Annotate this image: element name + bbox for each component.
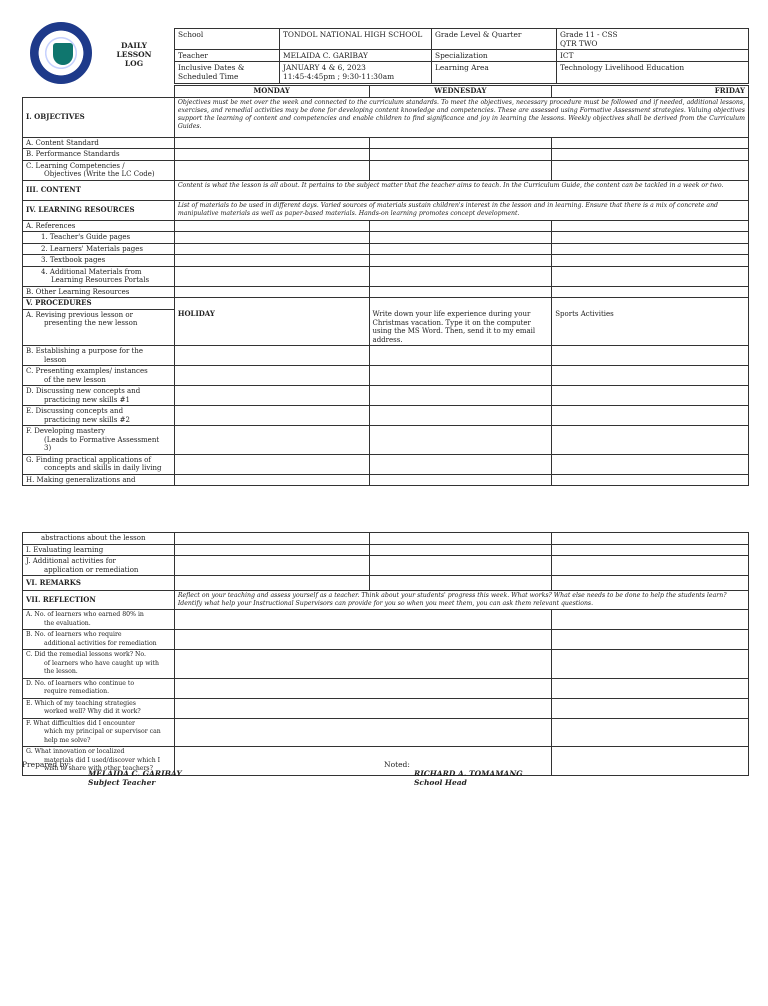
reflection-e-label: E. Which of my teaching strategies worked well? Why did it work?	[23, 698, 175, 718]
content-heading: III. CONTENT	[23, 180, 175, 200]
remarks-heading: VI. REMARKS	[23, 576, 175, 591]
header-info-table	[174, 28, 749, 84]
school-value: TONDOL NATIONAL HIGH SCHOOL	[280, 29, 432, 50]
learning-competencies-label: C. Learning Competencies / Objectives (Write the LC Code)	[23, 160, 175, 180]
specialization-label: Specialization	[432, 50, 557, 62]
content-standard-label: A. Content Standard	[23, 137, 175, 149]
monday-activity: HOLIDAY	[174, 309, 369, 346]
learning-resources-note: List of materials to be used in different days. Varied sources of materials sustain children's interest in the lesson and in learning. Ensure that there is a mix of concrete and manipulative materials as well as paper-based materials. Hands-on learning promotes concept development.	[174, 200, 748, 220]
noted-by-name: RICHARD A. TOMAMANG	[414, 769, 523, 778]
dates-label: Inclusive Dates & Scheduled Time	[175, 62, 280, 84]
specialization-value: ICT	[557, 50, 749, 62]
teacher-value: MELAIDA C. GARIBAY	[280, 50, 432, 62]
deped-seal-logo	[30, 22, 92, 84]
prepared-by-name: MELAIDA C. GARIBAY	[88, 769, 182, 778]
textbook-pages-label: 3. Textbook pages	[23, 255, 175, 267]
reflection-note: Reflect on your teaching and assess yourself as a teacher. Think about your students' progress this week. What works? What else needs to be done to help the students learn? Identify what help your Instructional Supervisors can provide for you so when you meet them, you can ask them relevant questions.	[174, 591, 748, 610]
procedure-g-label: G. Finding practical applications of concepts and skills in daily living	[23, 454, 175, 474]
other-resources-label: B. Other Learning Resources	[23, 286, 175, 298]
friday-activity: Sports Activities	[552, 309, 749, 346]
noted-label: Noted:	[384, 760, 410, 769]
procedure-h-continued: abstractions about the lesson	[23, 533, 175, 545]
reflection-a-label: A. No. of learners who earned 80% in the evaluation.	[23, 610, 175, 630]
prepared-by-label: Prepared by:	[22, 760, 72, 769]
reflection-heading: VII. REFLECTION	[23, 591, 175, 610]
grade-label: Grade Level & Quarter	[432, 29, 557, 50]
procedure-e-label: E. Discussing concepts and practicing new skills #2	[23, 406, 175, 426]
prepared-by-title: Subject Teacher	[88, 778, 156, 787]
reflection-c-label: C. Did the remedial lessons work? No. of learners who have caught up with the lesson.	[23, 650, 175, 679]
procedures-heading: V. PROCEDURES	[23, 298, 175, 310]
day-monday: MONDAY	[174, 86, 369, 98]
day-friday: FRIDAY	[552, 86, 749, 98]
learners-materials-label: 2. Learners' Materials pages	[23, 243, 175, 255]
performance-standards-label: B. Performance Standards	[23, 149, 175, 161]
procedure-a-label: A. Revising previous lesson or presenting the new lesson	[23, 309, 175, 346]
wednesday-activity: Write down your life experience during your Christmas vacation. Type it on the computer using the MS Word. Then, send it to my email address.	[369, 309, 552, 346]
reflection-f-label: F. What difficulties did I encounter which my principal or supervisor can help me solve?	[23, 718, 175, 747]
procedure-j-label: J. Additional activities for application or remediation	[23, 556, 175, 576]
learning-resources-heading: IV. LEARNING RESOURCES	[23, 200, 175, 220]
learning-area-value: Technology Livelihood Education	[557, 62, 749, 84]
learning-area-label: Learning Area	[432, 62, 557, 84]
procedure-c-label: C. Presenting examples/ instances of the new lesson	[23, 366, 175, 386]
grade-value: Grade 11 - CSS QTR TWO	[557, 29, 749, 50]
additional-materials-label: 4. Additional Materials from Learning Resources Portals	[23, 266, 175, 286]
procedure-b-label: B. Establishing a purpose for the lesson	[23, 346, 175, 366]
procedure-f-label: F. Developing mastery (Leads to Formative Assessment 3)	[23, 426, 175, 455]
lesson-log-table	[22, 85, 749, 486]
noted-by-title: School Head	[414, 778, 467, 787]
reflection-d-label: D. No. of learners who continue to require remediation.	[23, 678, 175, 698]
references-label: A. References	[23, 220, 175, 232]
teachers-guide-label: 1. Teacher's Guide pages	[23, 232, 175, 244]
objectives-note: Objectives must be met over the week and connected to the curriculum standards. To meet the objectives, necessary procedure must be followed and if needed, additional lessons, exercises, and remedial activities may be done for developing content knowledge and competencies. These are assessed using Formative Assessment strategies. Valuing objectives support the learning of content and competencies and enable children to find significance and joy in learning the lessons. Weekly objectives shall be derived from the Curriculum Guides.	[174, 97, 748, 137]
daily-lesson-log-title: DAILY LESSON LOG	[116, 41, 152, 68]
objectives-heading: I. OBJECTIVES	[23, 97, 175, 137]
teacher-label: Teacher	[175, 50, 280, 62]
school-label: School	[175, 29, 280, 50]
reflection-b-label: B. No. of learners who require additional activities for remediation	[23, 630, 175, 650]
lesson-log-table-continued	[22, 532, 749, 776]
procedure-d-label: D. Discussing new concepts and practicing new skills #1	[23, 386, 175, 406]
day-wednesday: WEDNESDAY	[369, 86, 552, 98]
procedure-h-label: H. Making generalizations and	[23, 474, 175, 486]
procedure-i-label: I. Evaluating learning	[23, 544, 175, 556]
dates-value: JANUARY 4 & 6, 2023 11:45-4:45pm ; 9:30-11:30am	[280, 62, 432, 84]
content-note: Content is what the lesson is all about. It pertains to the subject matter that the teacher aims to teach. In the Curriculum Guide, the content can be tackled in a week or two.	[174, 180, 748, 200]
reflection-g-label: G. What innovation or localized materials did I used/discover which I wish to share with other teachers?	[23, 747, 175, 776]
